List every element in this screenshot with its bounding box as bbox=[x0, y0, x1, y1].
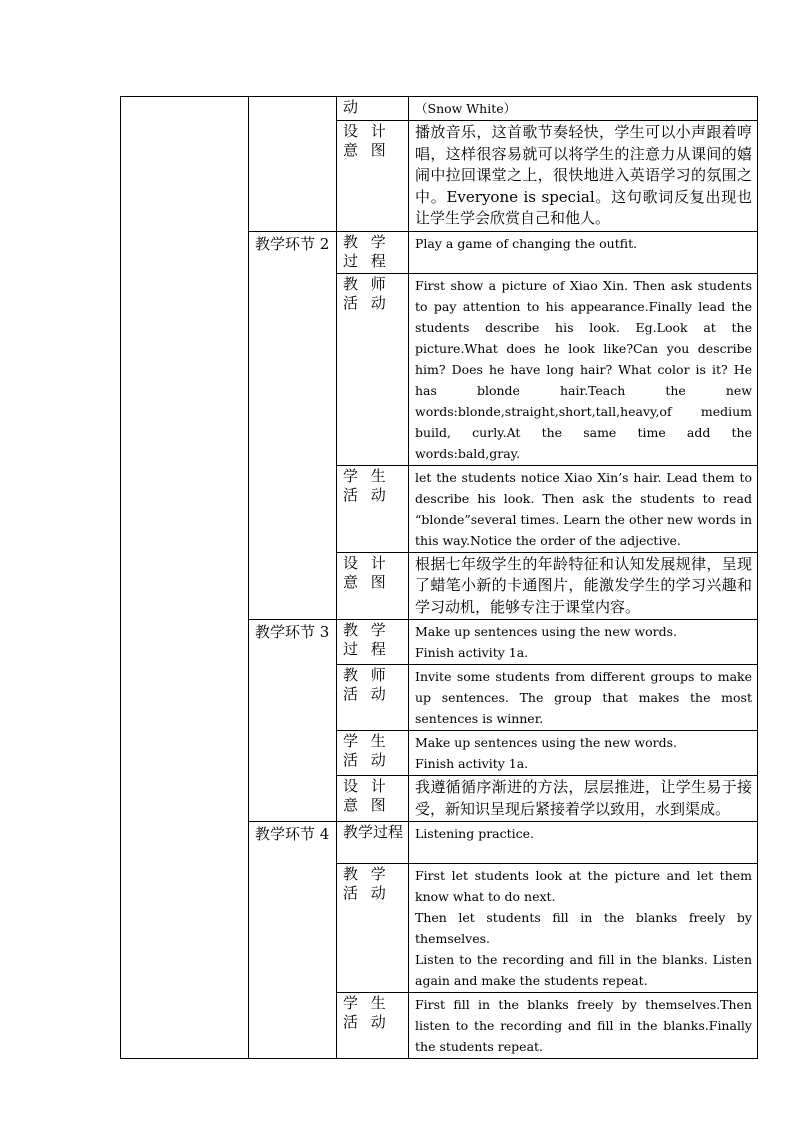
row-content: First let students look at the picture and let them know what to do next. Then let students fill in the blanks freely by themselves. Listen to the recording and fill in the blanks. Listen again and make the students repeat. bbox=[409, 864, 758, 993]
outer-blank-cell bbox=[121, 97, 249, 1059]
row-content: Make up sentences using the new words. Finish activity 1a. bbox=[409, 620, 758, 665]
stage-cell: 教学环节 4 bbox=[249, 822, 337, 1059]
row-content: Invite some students from different groups to make up sentences. The group that makes the most sentences is winner. bbox=[409, 665, 758, 731]
row-label: 学 生 活 动 bbox=[337, 731, 409, 776]
stage-cell: 教学环节 3 bbox=[249, 620, 337, 822]
row-label: 教 学 活 动 bbox=[337, 864, 409, 993]
row-content: Make up sentences using the new words. Finish activity 1a. bbox=[409, 731, 758, 776]
row-content: let the students notice Xiao Xin’s hair. Lead them to describe his look. Then ask the students to read “blonde”several times. Learn the other new words in this way.Notice the order of the adjective. bbox=[409, 465, 758, 552]
row-label: 教 师 活 动 bbox=[337, 665, 409, 731]
table-row bbox=[121, 97, 758, 121]
row-label: 学 生 活 动 bbox=[337, 465, 409, 552]
row-label: 动 bbox=[337, 97, 409, 121]
row-label: 设 计 意 图 bbox=[337, 776, 409, 822]
row-content: First show a picture of Xiao Xin. Then ask students to pay attention to his appearance.Finally lead the students describe his look. Eg.Look at the picture.What does he look like?Can you describe him? Does he have long hair? What color is it? He has blonde hair.Teach the new words:blonde,straight,short,tall,heavy,of medium build, curly.At the same time add the words:bald,gray. bbox=[409, 273, 758, 465]
row-content: Play a game of changing the outfit. bbox=[409, 231, 758, 273]
row-label: 学 生 活 动 bbox=[337, 993, 409, 1059]
stage-cell-blank bbox=[249, 97, 337, 232]
row-label: 教学过程 bbox=[337, 822, 409, 864]
row-content: （Snow White） bbox=[409, 97, 758, 121]
row-label: 设 计 意 图 bbox=[337, 552, 409, 620]
row-label: 教 学 过 程 bbox=[337, 620, 409, 665]
stage-cell: 教学环节 2 bbox=[249, 231, 337, 620]
row-content: 我遵循循序渐进的方法，层层推进，让学生易于接受，新知识呈现后紧接着学以致用，水到渠成。 bbox=[409, 776, 758, 822]
lesson-plan-table bbox=[120, 96, 758, 1059]
row-content: First fill in the blanks freely by themselves.Then listen to the recording and fill in the blanks.Finally the students repeat. bbox=[409, 993, 758, 1059]
row-content: Listening practice. bbox=[409, 822, 758, 864]
row-label: 教 学 过 程 bbox=[337, 231, 409, 273]
row-label: 教 师 活 动 bbox=[337, 273, 409, 465]
row-content: 播放音乐，这首歌节奏轻快，学生可以小声跟着哼唱，这样很容易就可以将学生的注意力从课间的嬉闹中拉回课堂之上，很快地进入英语学习的氛围之中。Everyone is special。这句歌词反复出现也让学生学会欣赏自己和他人。 bbox=[409, 121, 758, 232]
row-label: 设 计 意 图 bbox=[337, 121, 409, 232]
row-content: 根据七年级学生的年龄特征和认知发展规律，呈现了蜡笔小新的卡通图片，能激发学生的学习兴趣和学习动机，能够专注于课堂内容。 bbox=[409, 552, 758, 620]
